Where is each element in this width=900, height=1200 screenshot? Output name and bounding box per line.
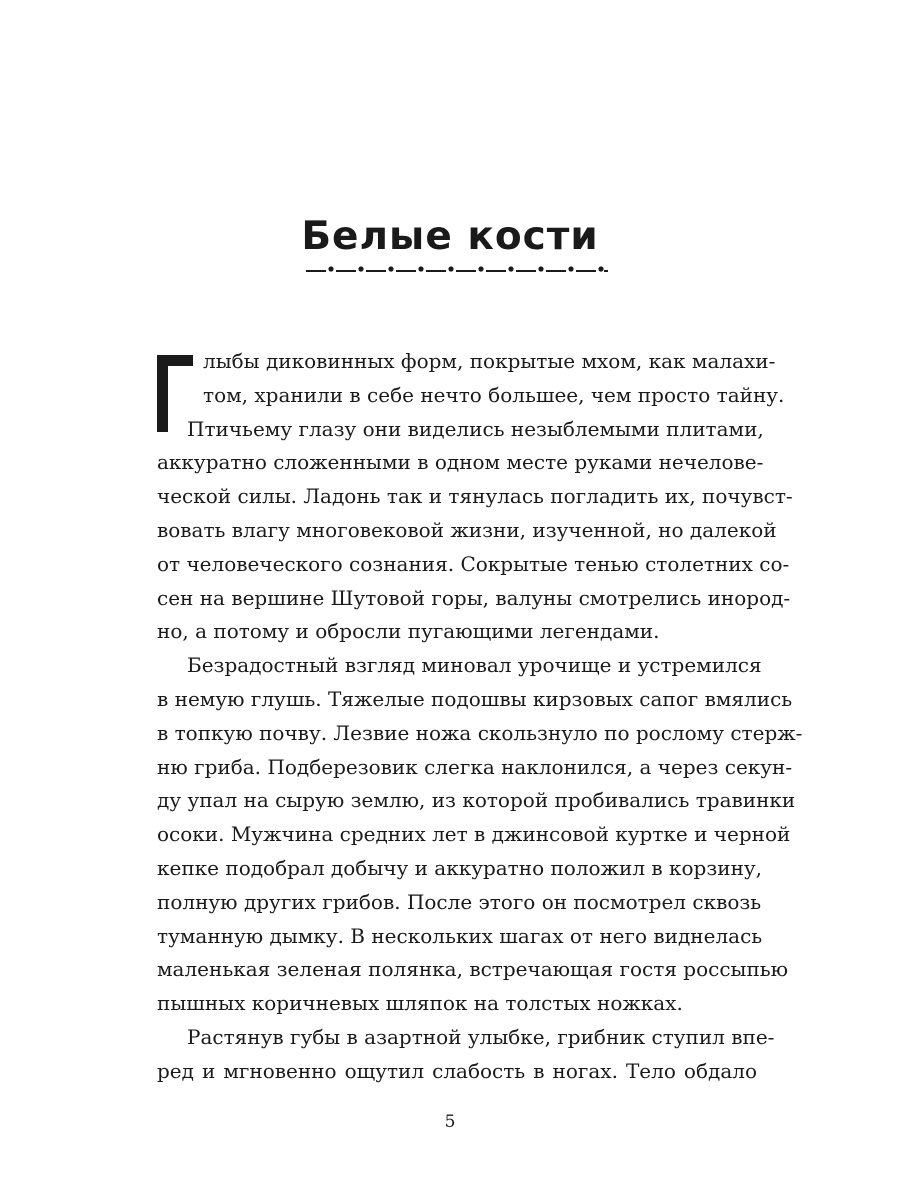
- title-ornament: [306, 262, 608, 276]
- text-line: в немую глушь. Тяжелые подошвы кирзовых сапог вмялись: [157, 686, 793, 711]
- text-line: том, хранили в себе нечто большее, чем просто тайну.: [203, 382, 785, 407]
- text-line: туманную дымку. В нескольких шагах от него виднелась: [157, 923, 763, 948]
- text-line: ред и мгновенно ощутил слабость в ногах. Тело обдало: [157, 1058, 757, 1083]
- text-line: ду упал на сырую землю, из которой пробивались травинки: [157, 788, 796, 813]
- text-line: Растянув губы в азартной улыбке, грибник ступил впе-: [187, 1024, 775, 1049]
- text-line: кепке подобрал добычу и аккуратно положил в корзину,: [157, 855, 763, 880]
- text-line: от человеческого сознания. Сокрытые тенью столетних со-: [157, 551, 790, 576]
- text-line: вовать влагу многовековой жизни, изученной, но далекой: [157, 517, 777, 542]
- text-line: ню гриба. Подберезовик слегка наклонился, а через секун-: [157, 754, 793, 779]
- text-line: в топкую почву. Лезвие ножа скользнуло по рослому стерж-: [157, 720, 803, 745]
- text-line: Птичьему глазу они виделись незыблемыми плитами,: [187, 416, 764, 441]
- text-line: лыбы диковинных форм, покрытые мхом, как малахи-: [203, 349, 776, 373]
- body-text: [157, 345, 803, 1089]
- page-number: 5: [444, 1112, 456, 1132]
- text-line: аккуратно сложенными в одном месте руками нечелове-: [157, 450, 764, 475]
- text-line: но, а потому и обросли пугающими легендами.: [157, 619, 660, 644]
- text-line: полную других грибов. После этого он посмотрел сквозь: [157, 889, 762, 914]
- text-line: маленькая зеленая полянка, встречающая гостя россыпью: [157, 957, 789, 982]
- text-line: осоки. Мужчина средних лет в джинсовой куртке и черной: [157, 822, 791, 847]
- text-line: пышных коричневых шляпок на толстых ножках.: [157, 991, 683, 1016]
- text-line: сен на вершине Шутовой горы, валуны смотрелись инород-: [157, 585, 791, 610]
- text-line: ческой силы. Ладонь так и тянулась погладить их, почувст-: [157, 484, 793, 509]
- text-line: Безрадостный взгляд миновал урочище и устремился: [187, 653, 762, 678]
- chapter-title: Белые кости: [301, 214, 599, 260]
